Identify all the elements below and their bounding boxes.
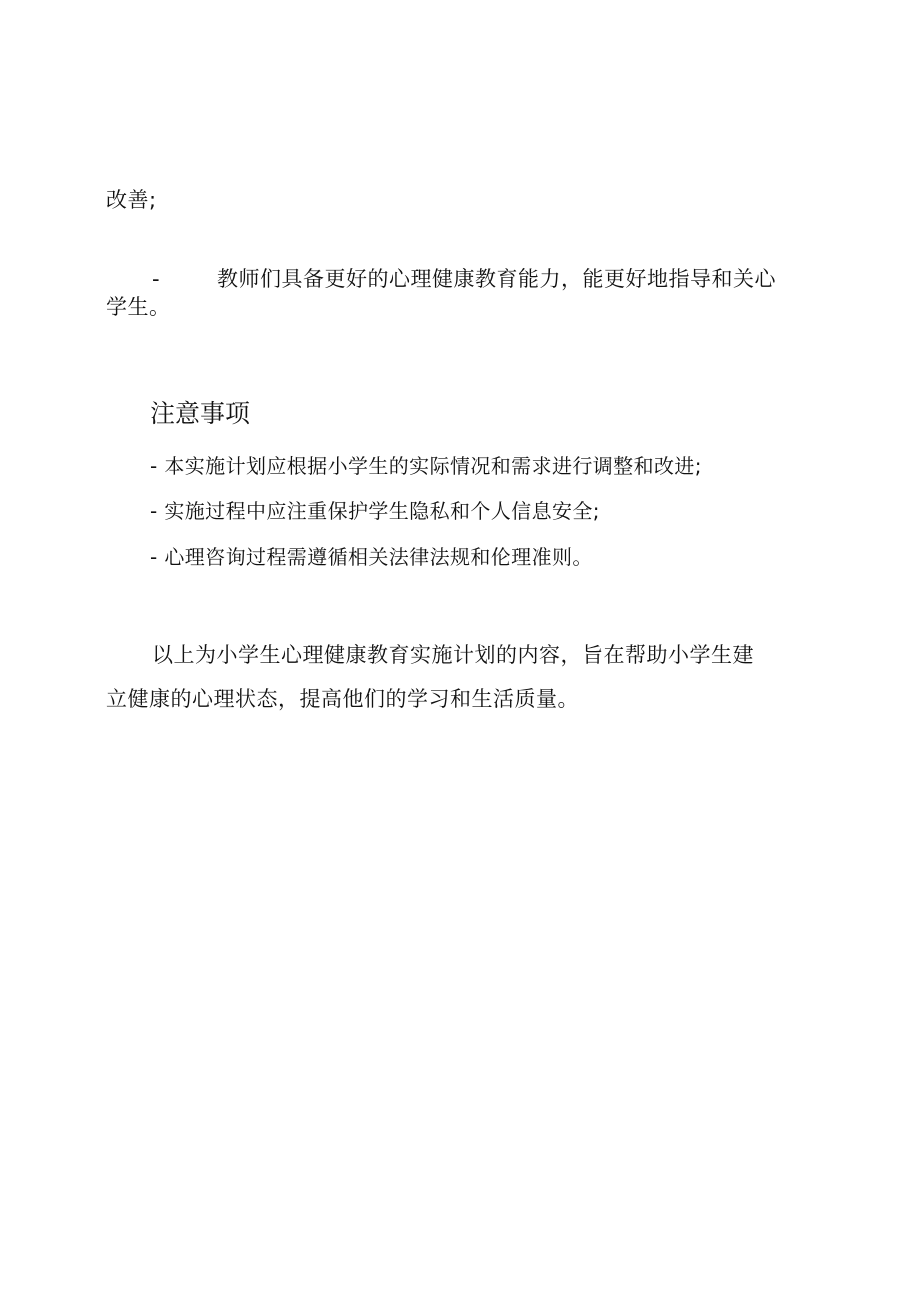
conclusion-line2: 立健康的心理状态，提高他们的学习和生活质量。 — [106, 687, 579, 711]
section-heading: 注意事项 — [150, 399, 251, 428]
note-bullet-2: - 实施过程中应注重保护学生隐私和个人信息安全; — [150, 499, 600, 523]
list-dash: - — [152, 267, 160, 291]
list-item-text-line2: 学生。 — [106, 295, 171, 319]
list-item-text-line1: 教师们具备更好的心理健康教育能力，能更好地指导和关心 — [217, 267, 776, 291]
note-bullet-1: - 本实施计划应根据小学生的实际情况和需求进行调整和改进; — [150, 454, 702, 478]
note-bullet-3: - 心理咨询过程需遵循相关法律法规和伦理准则。 — [150, 545, 593, 569]
continuation-text: 改善; — [106, 188, 157, 212]
conclusion-line1: 以上为小学生心理健康教育实施计划的内容，旨在帮助小学生建 — [152, 643, 754, 667]
